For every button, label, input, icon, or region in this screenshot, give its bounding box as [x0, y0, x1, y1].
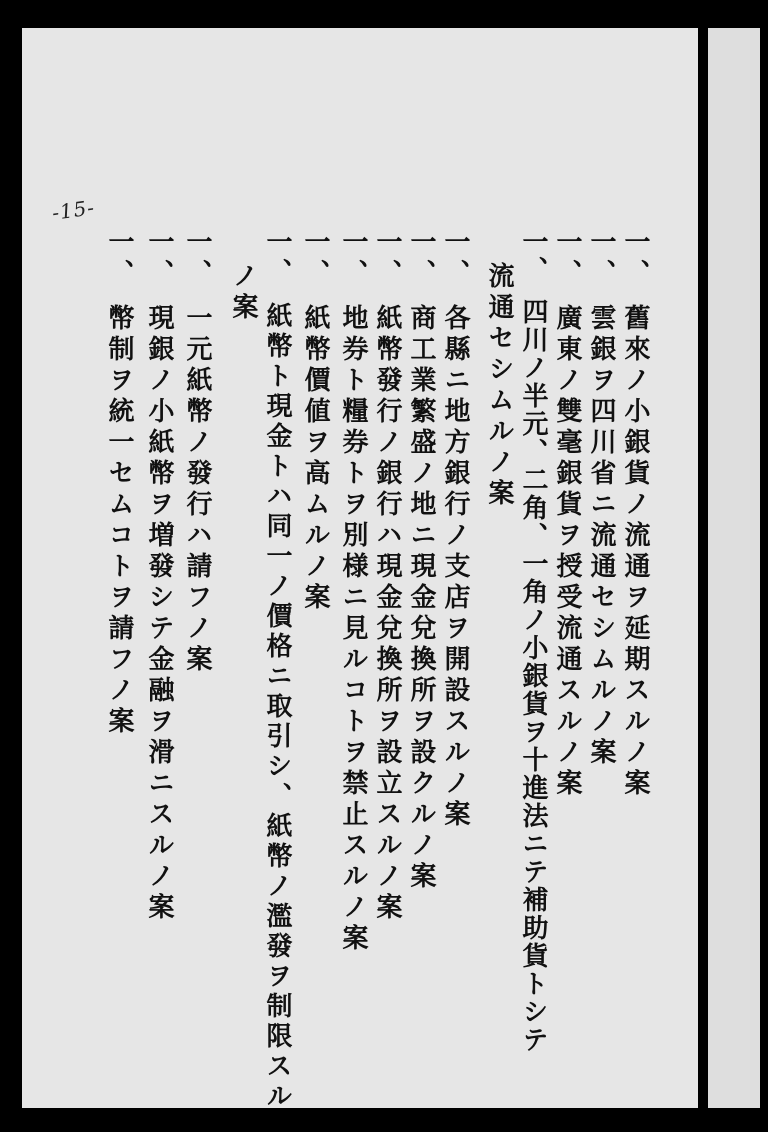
page-number: -15-	[50, 195, 97, 225]
list-item	[182, 228, 212, 676]
list-item	[262, 228, 292, 1112]
list-item	[338, 228, 368, 955]
list-item-text: 商工業繁盛ノ地ニ現金兌換所ヲ設クルノ案	[406, 304, 436, 893]
list-bullet: 一、	[518, 228, 548, 284]
list-bullet: 一、	[440, 228, 470, 290]
list-item-text: 一元紙幣ノ發行ハ請フノ案	[182, 304, 212, 676]
list-item	[552, 228, 582, 800]
list-item	[300, 228, 330, 614]
list-bullet: 一、	[586, 228, 616, 290]
list-bullet: 一、	[144, 228, 174, 290]
list-item-text: 各縣ニ地方銀行ノ支店ヲ開設スルノ案	[440, 304, 470, 831]
list-bullet: 一、	[372, 228, 402, 290]
list-item-continuation	[228, 262, 258, 324]
list-item-text: 幣制ヲ統一セムコトヲ請フノ案	[104, 304, 134, 738]
list-bullet: 一、	[620, 228, 650, 290]
list-bullet: 一、	[262, 228, 292, 288]
list-item	[406, 228, 436, 893]
list-item-continuation	[484, 262, 514, 510]
list-item	[620, 228, 650, 800]
adjacent-page-edge	[708, 28, 760, 1108]
list-item	[104, 228, 134, 738]
list-bullet: 一、	[182, 228, 212, 290]
list-bullet: 一、	[338, 228, 368, 290]
list-item	[586, 228, 616, 769]
list-item-text: 廣東ノ雙毫銀貨ヲ授受流通スルノ案	[552, 304, 582, 800]
list-bullet: 一、	[552, 228, 582, 290]
list-bullet: 一、	[104, 228, 134, 290]
list-item-text: 現銀ノ小紙幣ヲ増發シテ金融ヲ滑ニスルノ案	[144, 304, 174, 924]
list-item-text: 舊來ノ小銀貨ノ流通ヲ延期スルノ案	[620, 304, 650, 800]
list-item-text: ノ案	[228, 262, 258, 324]
list-bullet: 一、	[300, 228, 330, 290]
list-item	[144, 228, 174, 924]
list-item	[372, 228, 402, 924]
list-item-text: 紙幣價値ヲ高ムルノ案	[300, 304, 330, 614]
list-item-text: 地券ト糧券トヲ別様ニ見ルコトヲ禁止スルノ案	[338, 304, 368, 955]
list-item-text: 四川ノ半元、二角、一角ノ小銀貨ヲ十進法ニテ補助貨トシテ	[518, 298, 548, 1054]
list-item-text: 流通セシムルノ案	[484, 262, 514, 510]
list-item-text: 雲銀ヲ四川省ニ流通セシムルノ案	[586, 304, 616, 769]
list-item	[518, 228, 548, 1054]
list-bullet: 一、	[406, 228, 436, 290]
list-item-text: 紙幣發行ノ銀行ハ現金兌換所ヲ設立スルノ案	[372, 304, 402, 924]
list-item-text: 紙幣ト現金トハ同一ノ價格ニ取引シ、紙幣ノ濫發ヲ制限スル	[262, 302, 292, 1112]
list-item	[440, 228, 470, 831]
